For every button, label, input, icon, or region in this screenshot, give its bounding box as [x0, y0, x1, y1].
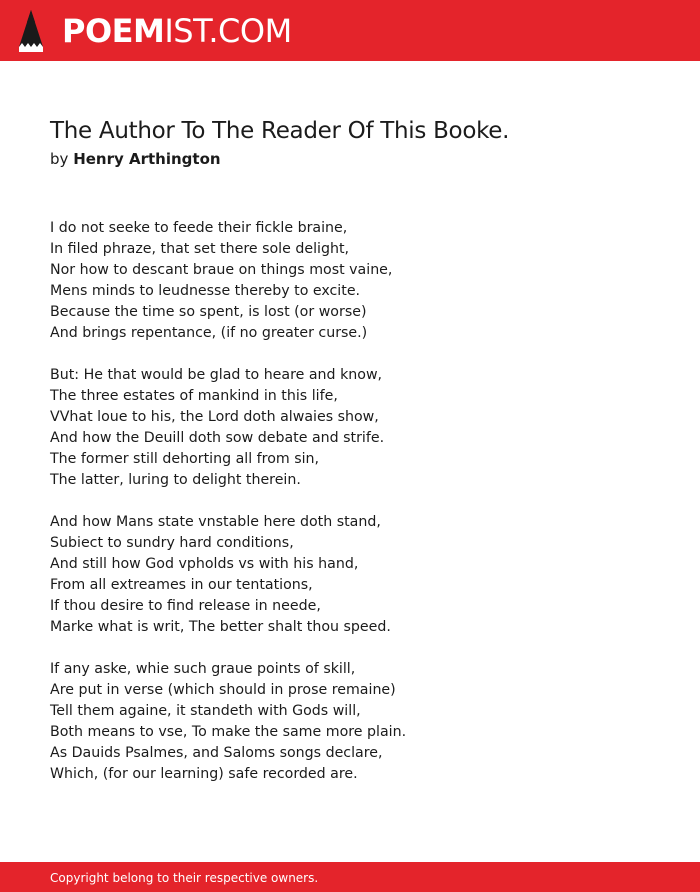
byline — [50, 149, 221, 169]
poem-line: Because the time so spent, is lost (or worse) — [50, 304, 367, 320]
poem-line: The latter, luring to delight therein. — [50, 472, 301, 488]
poem-line: If thou desire to find release in neede, — [50, 598, 321, 614]
poem-line: Are put in verse (which should in prose remaine) — [50, 682, 396, 698]
poem-line: I do not seeke to feede their fickle braine, — [50, 220, 348, 236]
poem-line: Subiect to sundry hard conditions, — [50, 535, 294, 551]
stanza — [50, 218, 650, 344]
stanza — [50, 659, 650, 785]
stanza — [50, 512, 650, 638]
site-logo-text[interactable] — [62, 11, 292, 51]
site-header — [0, 0, 700, 61]
stanza — [50, 365, 650, 491]
author-name: Henry Arthington — [73, 150, 221, 168]
poem-line: The former still dehorting all from sin, — [50, 451, 320, 467]
poem-line: VVhat loue to his, the Lord doth alwaies show, — [50, 409, 379, 425]
poem-line: In filed phraze, that set there sole delight, — [50, 241, 350, 257]
poem-line: And brings repentance, (if no greater curse.) — [50, 325, 368, 341]
pencil-tip-icon[interactable] — [17, 9, 45, 53]
brand-bold: POEM — [62, 12, 165, 50]
poem-line: Tell them againe, it standeth with Gods will, — [50, 703, 361, 719]
poem-line: The three estates of mankind in this life, — [50, 388, 338, 404]
by-label: by — [50, 150, 69, 168]
brand-light: IST.COM — [164, 12, 292, 50]
poem-line: But: He that would be glad to heare and know, — [50, 367, 383, 383]
copyright-notice: Copyright belong to their respective owners. — [50, 871, 319, 885]
poem-line: Marke what is writ, The better shalt thou speed. — [50, 619, 391, 635]
poem-line: From all extreames in our tentations, — [50, 577, 313, 593]
poem-line: If any aske, whie such graue points of skill, — [50, 661, 356, 677]
poem-line: And how Mans state vnstable here doth stand, — [50, 514, 381, 530]
poem-line: Nor how to descant braue on things most vaine, — [50, 262, 393, 278]
site-footer — [0, 862, 700, 892]
poem-body — [50, 218, 650, 806]
poem-title: The Author To The Reader Of This Booke. — [50, 118, 510, 144]
poem-line: And how the Deuill doth sow debate and strife. — [50, 430, 385, 446]
poem-line: Mens minds to leudnesse thereby to excite. — [50, 283, 361, 299]
poem-line: Which, (for our learning) safe recorded are. — [50, 766, 358, 782]
poem-line: As Dauids Psalmes, and Saloms songs declare, — [50, 745, 383, 761]
poem-line: And still how God vpholds vs with his hand, — [50, 556, 359, 572]
poem-line: Both means to vse, To make the same more plain. — [50, 724, 407, 740]
